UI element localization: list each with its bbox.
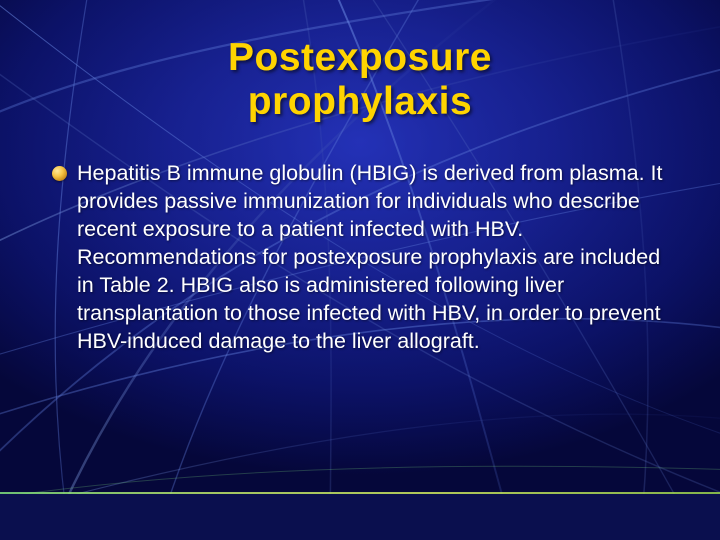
page-title-line-2: prophylaxis (247, 79, 473, 123)
footer-divider (0, 492, 720, 494)
page-title (60, 36, 660, 123)
gold-sphere-bullet-icon (52, 166, 67, 181)
page-title-line-1: Postexposure (228, 36, 492, 79)
bullet-list (52, 160, 677, 356)
bullet-item-text: Hepatitis B immune globulin (HBIG) is derived from plasma. It provides passive immunization for individuals who describe recent exposure to a patient infected with HBV. Recommendations for postexposure prophylaxis are included in Table 2. HBIG also is administered following liver transplantation to those infected with HBV, in order to prevent HBV-induced damage to the liver allograft. (77, 161, 663, 353)
